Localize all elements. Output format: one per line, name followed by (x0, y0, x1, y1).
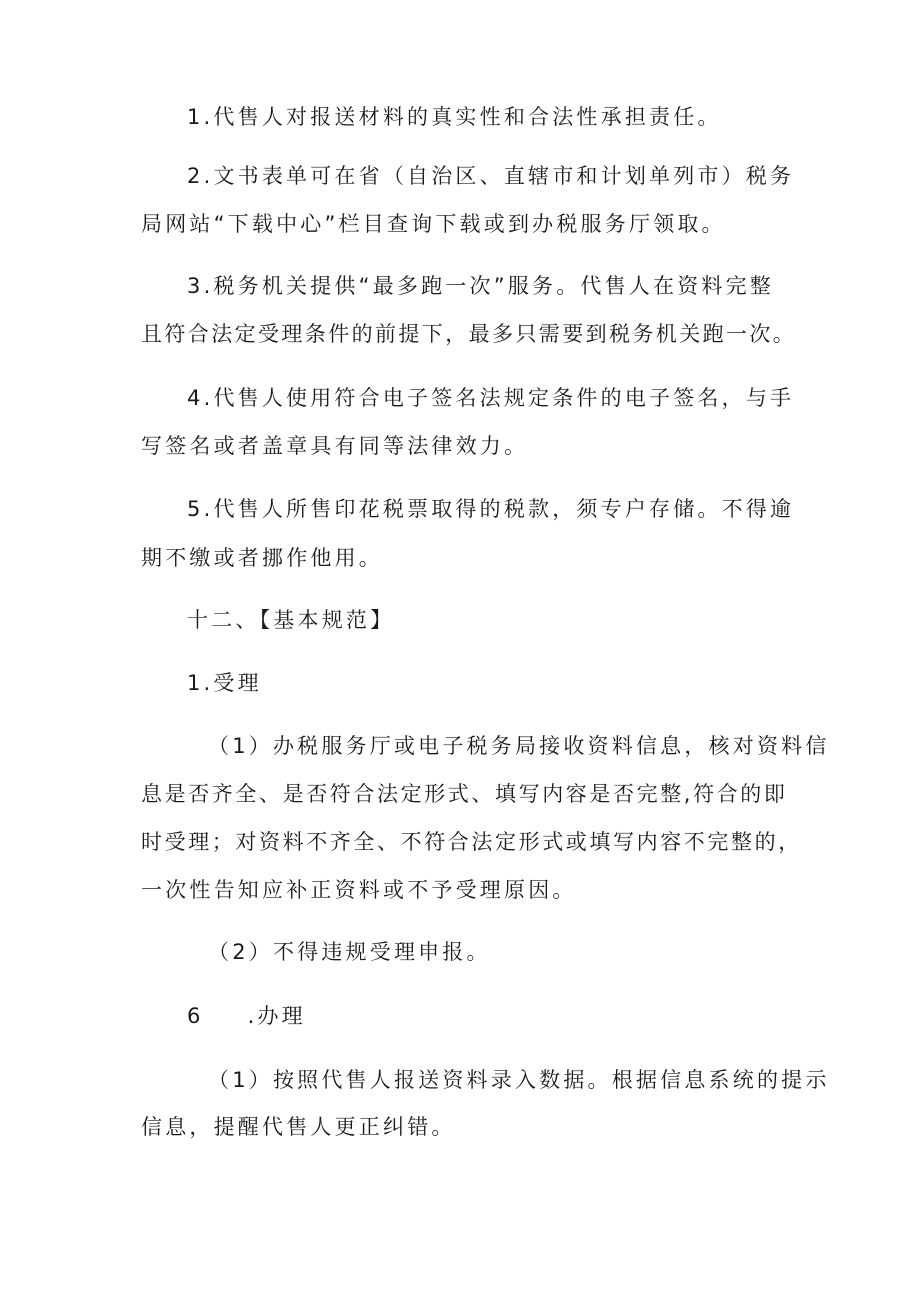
item-4-line-2: 写签名或者盖章具有同等法律效力。 (141, 434, 529, 458)
item-1-text: 1.代售人对报送材料的真实性和合法性承担责任。 (187, 105, 722, 129)
subsection-1-para-1-line-3: 时受理；对资料不齐全、不符合法定形式或填写内容不完整的， (141, 830, 802, 854)
subsection-1-heading: 1.受理 (187, 671, 262, 695)
item-5-line-1 (187, 495, 794, 523)
subsection-1-para-1-line-4: 一次性告知应补正资料或不予受理原因。 (141, 878, 577, 902)
subsection-2-para-1-line-2: 信息，提醒代售人更正纠错。 (141, 1115, 456, 1139)
item-2-number: 2 (187, 164, 204, 188)
subsection-2-title: .办理 (247, 1004, 306, 1028)
item-4-number: 4 (187, 386, 204, 410)
subsection-1-para-1-line-1: （1）办税服务厅或电子税务局接收资料信息，核对资料信 (208, 734, 830, 758)
section-heading: 十二、【基本规范】 (187, 608, 395, 632)
item-2-text: .文书表单可在省（自治区、直辖市和计划单列市）税务 (203, 164, 795, 188)
item-3-line-1 (187, 272, 774, 300)
item-5-number: 5 (187, 497, 204, 521)
subsection-1-para-1-line-2: 息是否齐全、是否符合法定形式、填写内容是否完整,符合的即 (141, 782, 788, 806)
item-3-line-2: 且符合法定受理条件的前提下，最多只需要到税务机关跑一次。 (141, 322, 797, 346)
item-4-text: .代售人使用符合电子签名法规定条件的电子签名，与手 (203, 386, 795, 410)
item-2-line-1 (187, 162, 794, 190)
item-2-line-2: 局网站“下载中心”栏目查询下载或到办税服务厅领取。 (141, 212, 726, 236)
subsection-2-number: 6 (187, 1004, 204, 1028)
item-5-text: .代售人所售印花税票取得的税款，须专户存储。不得逾 (203, 497, 795, 521)
item-4-line-1 (187, 384, 794, 412)
subsection-2-heading (187, 1002, 306, 1030)
item-5-line-2: 期不缴或者挪作他用。 (141, 546, 383, 570)
item-3-text: .税务机关提供“最多跑一次”服务。代售人在资料完整 (203, 274, 774, 298)
subsection-2-para-1-line-1: （1）按照代售人报送资料录入数据。根据信息系统的提示 (208, 1068, 830, 1092)
subsection-1-para-2: （2）不得违规受理申报。 (208, 940, 491, 964)
item-3-number: 3 (187, 274, 204, 298)
